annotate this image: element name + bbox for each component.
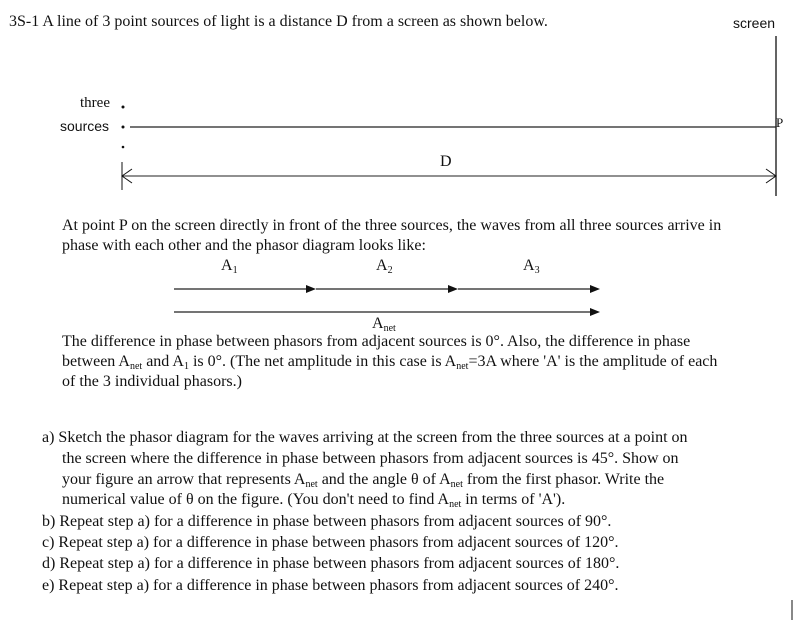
arrowhead	[448, 285, 458, 293]
sources-label: sources	[60, 118, 110, 134]
phasor-anet-label: $A_{net}$	[372, 315, 396, 334]
paragraph-line: of the 3 individual phasors.)	[62, 373, 242, 390]
problem-title: 3S-1 A line of 3 point sources of light is a distance D from a screen as shown below.	[9, 13, 548, 30]
intro-line: At point P on the screen directly in front of the three sources, the waves from all three sources arrive in	[62, 217, 722, 234]
arrowhead	[590, 308, 600, 316]
part-d: d) Repeat step a) for a difference in phase between phasors from adjacent sources of 180°.	[42, 555, 620, 572]
paragraph-line: between $A_{net}$ and $A_1$ is 0°. (The net amplitude in this case is $A_{net}=3A$ where 'A' is the amplitude of each	[62, 353, 718, 372]
source-dot	[122, 146, 125, 149]
part-a-line: the screen where the difference in phase between phasors from adjacent sources is 45°. Show on	[62, 450, 679, 467]
arrowhead	[590, 285, 600, 293]
source-dot	[122, 106, 125, 109]
three-label: three	[80, 95, 110, 111]
part-a-line: numerical value of θ on the figure. (You don't need to find $A_{net}$ in terms of 'A').	[62, 491, 566, 510]
part-e: e) Repeat step a) for a difference in phase between phasors from adjacent sources of 240°.	[42, 577, 619, 594]
distance-d-label: D	[440, 153, 452, 170]
intro-line: phase with each other and the phasor diagram looks like:	[62, 237, 426, 254]
phasor-a2-label: $A_2$	[376, 257, 393, 276]
part-b: b) Repeat step a) for a difference in phase between phasors from adjacent sources of 90°.	[42, 513, 612, 530]
phasor-a1-label: $A_1$	[221, 257, 238, 276]
arrowhead	[306, 285, 316, 293]
source-dot	[122, 126, 125, 129]
point-p-label: P	[776, 115, 784, 130]
part-c: c) Repeat step a) for a difference in phase between phasors from adjacent sources of 120°.	[42, 534, 619, 551]
part-a-line: your figure an arrow that represents $A_{net}$ and the angle θ of $A_{net}$ from the first phasor. Write the	[62, 471, 665, 490]
phasor-a3-label: $A_3$	[523, 257, 540, 276]
screen-label: screen	[733, 15, 776, 31]
paragraph-line: The difference in phase between phasors from adjacent sources is 0°. Also, the difference in phase	[62, 333, 691, 350]
part-a-line: a) Sketch the phasor diagram for the waves arriving at the screen from the three sources at a point on	[42, 429, 688, 446]
